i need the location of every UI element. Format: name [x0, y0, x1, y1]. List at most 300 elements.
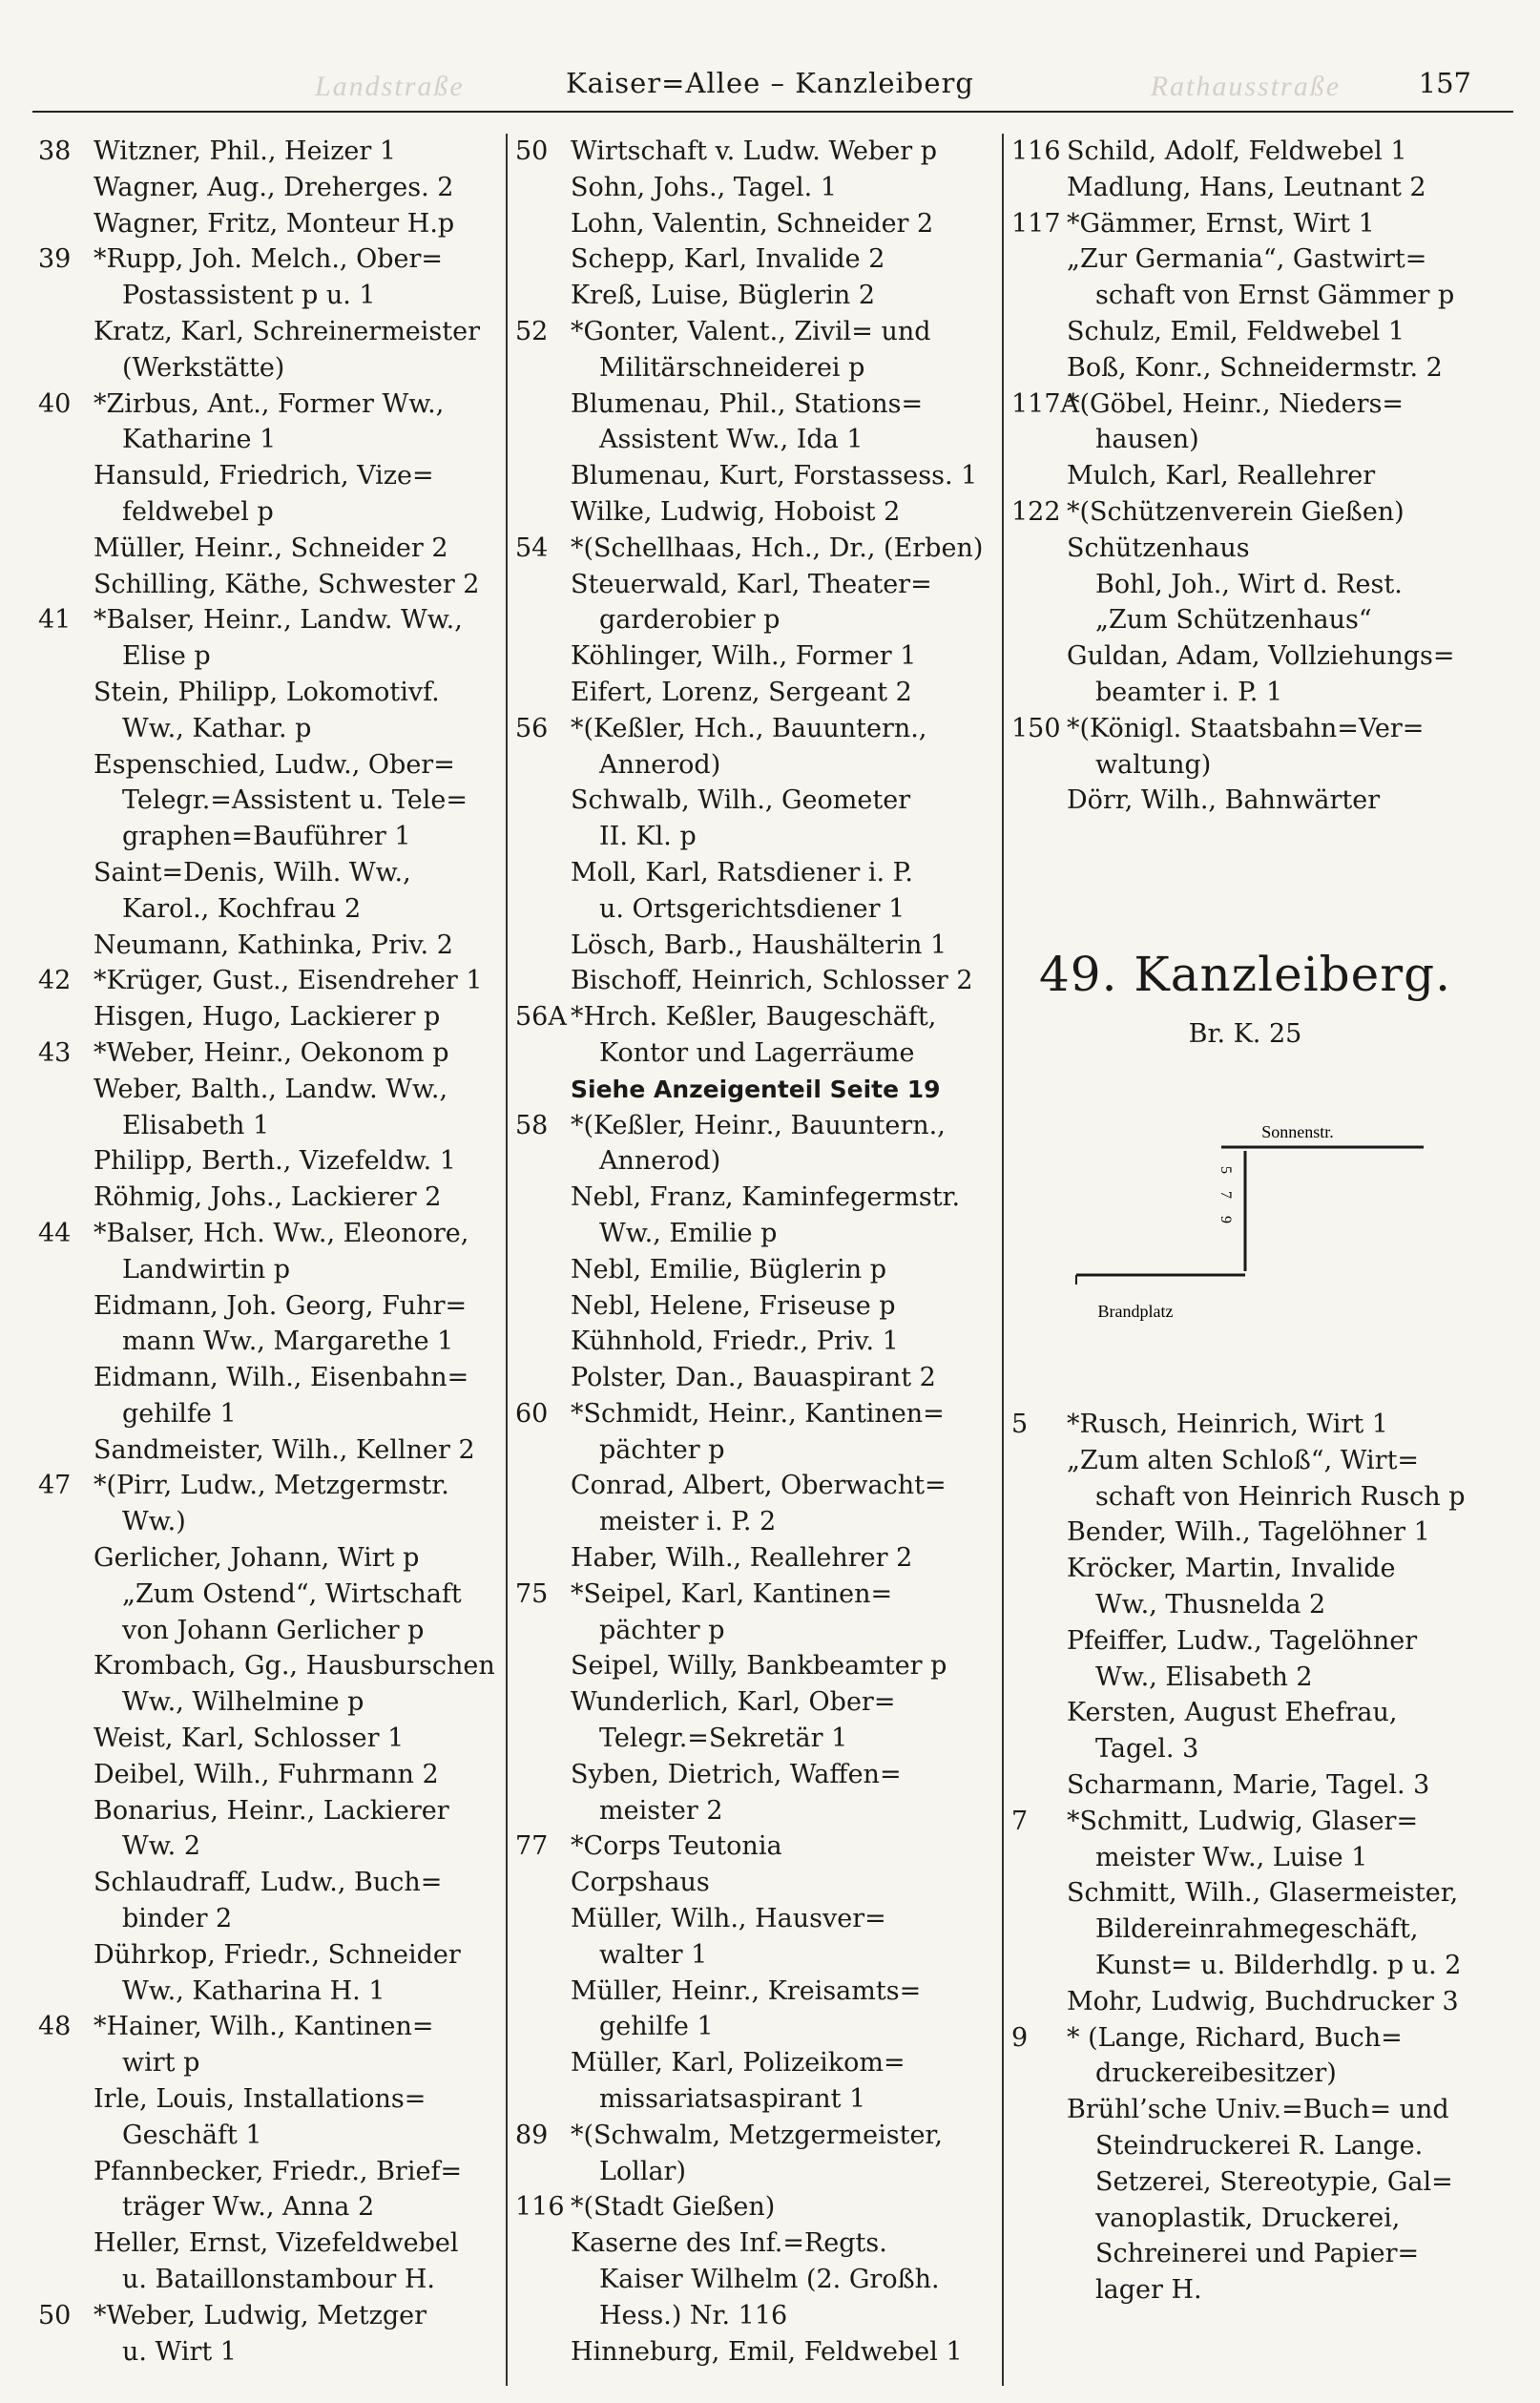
directory-entry-line	[1011, 711, 1479, 747]
directory-entry-line	[38, 170, 498, 206]
entry-text: Ww.)	[122, 1507, 186, 1537]
directory-entry-line	[515, 675, 994, 711]
entry-text: Ww., Wilhelmine p	[122, 1687, 364, 1718]
entry-text: pächter p	[599, 1434, 725, 1465]
entry-text: Wagner, Fritz, Monteur H.p	[94, 208, 455, 239]
directory-entry-line	[515, 783, 994, 819]
directory-entry-line	[38, 638, 498, 675]
directory-entry-line	[38, 1252, 498, 1288]
directory-entry-line	[515, 2045, 994, 2081]
entry-text: druckereibesitzer)	[1095, 2058, 1337, 2089]
directory-entry-line	[1011, 1695, 1479, 1731]
entry-text: *(Keßler, Heinr., Bauuntern.,	[571, 1110, 946, 1140]
entry-text: Lösch, Barb., Haushälterin 1	[571, 930, 947, 960]
entry-text: meister 2	[599, 1795, 723, 1826]
directory-entry-line	[515, 1288, 994, 1325]
directory-entry-line	[38, 1865, 498, 1901]
entry-text: Geschäft 1	[122, 2120, 262, 2150]
entry-text: Conrad, Albert, Oberwacht=	[571, 1471, 947, 1501]
directory-entry-line	[38, 928, 498, 964]
entry-text: Sohn, Johs., Tagel. 1	[571, 172, 838, 202]
entry-text: u. Ortsgerichtsdiener 1	[599, 893, 905, 924]
house-number: 47	[38, 1471, 72, 1501]
map-top-label: Sonnenstr.	[1261, 1122, 1334, 1141]
entry-text: *(Göbel, Heinr., Nieders=	[1067, 388, 1405, 419]
directory-entry-line	[38, 2225, 498, 2262]
directory-entry-line	[38, 134, 498, 170]
directory-entry-line	[1011, 206, 1479, 242]
directory-entry-line	[515, 747, 994, 784]
directory-entry-line	[515, 1252, 994, 1288]
entry-text: Kersten, August Ehefrau,	[1067, 1698, 1398, 1728]
entry-text: Ww. 2	[122, 1831, 201, 1862]
directory-entry-line	[515, 1974, 994, 2010]
directory-entry-line	[1011, 1587, 1479, 1623]
entry-text: von Johann Gerlicher p	[122, 1615, 425, 1645]
entry-text: Schreinerei und Papier=	[1095, 2239, 1420, 2269]
entry-text: „Zum Ostend“, Wirtschaft	[122, 1578, 462, 1609]
directory-entry-line	[515, 2118, 994, 2154]
entry-text: Kühnhold, Friedr., Priv. 1	[571, 1327, 899, 1357]
directory-entry-line	[38, 1793, 498, 1829]
entry-text: Gerlicher, Johann, Wirt p	[94, 1543, 420, 1574]
page-header	[0, 61, 1540, 111]
directory-entry-line	[38, 1216, 498, 1252]
entry-text: Kratz, Karl, Schreinermeister	[94, 316, 480, 346]
entry-text: *Weber, Heinr., Oekonom p	[94, 1037, 449, 1068]
directory-entry-line	[38, 2189, 498, 2225]
entry-text: *Seipel, Karl, Kantinen=	[571, 1578, 893, 1609]
directory-entry-line	[515, 567, 994, 603]
directory-entry-line	[515, 999, 994, 1035]
directory-entry-line	[1011, 2056, 1479, 2092]
street-subheading: Br. K. 25	[1188, 1019, 1302, 1049]
entry-text: *Weber, Ludwig, Metzger	[94, 2300, 427, 2330]
entry-text: Schilling, Käthe, Schwester 2	[94, 569, 480, 599]
entry-text: Philipp, Berth., Vizefeldw. 1	[94, 1146, 456, 1177]
entry-text: Guldan, Adam, Vollziehungs=	[1067, 641, 1455, 672]
directory-entry-line	[38, 1901, 498, 1937]
entry-text: Bohl, Joh., Wirt d. Rest.	[1095, 569, 1403, 599]
entry-text: mann Ww., Margarethe 1	[122, 1327, 454, 1357]
entry-text: Hisgen, Hugo, Lackierer p	[94, 1002, 441, 1033]
directory-entry-line	[38, 206, 498, 242]
entry-text: lager H.	[1095, 2275, 1202, 2306]
directory-entry-line	[38, 1180, 498, 1216]
entry-text: Ww., Emilie p	[599, 1218, 778, 1248]
house-number: 43	[38, 1037, 72, 1068]
entry-text: *Rupp, Joh. Melch., Ober=	[94, 244, 444, 275]
house-number: 9	[1011, 2022, 1029, 2053]
entry-text: Kröcker, Martin, Invalide	[1067, 1554, 1396, 1584]
directory-entry-line	[515, 422, 994, 458]
directory-entry-line	[1011, 783, 1479, 819]
entry-text: walter 1	[599, 1939, 708, 1970]
directory-entry-line	[38, 314, 498, 350]
entry-text: wirt p	[122, 2048, 200, 2079]
entry-text: Dörr, Wilh., Bahnwärter	[1067, 785, 1381, 816]
directory-entry-line	[515, 1504, 994, 1540]
directory-entry-line	[38, 675, 498, 711]
directory-entry-line	[515, 2298, 994, 2334]
directory-entry-line	[38, 1937, 498, 1974]
directory-entry-line	[515, 928, 994, 964]
directory-entry-line	[38, 891, 498, 928]
directory-entry-line	[515, 2081, 994, 2118]
entry-text: Pfeiffer, Ludw., Tagelöhner	[1067, 1625, 1418, 1656]
entry-text: Moll, Karl, Ratsdiener i. P.	[571, 857, 913, 888]
entry-text: *Zirbus, Ant., Former Ww.,	[94, 388, 445, 419]
entry-text: u. Bataillonstambour H.	[122, 2265, 435, 2295]
entry-text: Heller, Ernst, Vizefeldwebel	[94, 2228, 459, 2259]
directory-entry-line	[38, 1540, 498, 1577]
entry-text: Espenschied, Ludw., Ober=	[94, 749, 455, 780]
column-3	[1011, 134, 1479, 819]
house-number: 116	[515, 2192, 565, 2223]
directory-entry-line	[515, 1432, 994, 1469]
house-number: 56	[515, 713, 549, 743]
directory-entry-line	[38, 1324, 498, 1360]
entry-text: Kreß, Luise, Büglerin 2	[571, 281, 876, 311]
entry-text: Schepp, Karl, Invalide 2	[571, 244, 885, 275]
directory-entry-line	[515, 819, 994, 855]
directory-entry-line	[38, 2334, 498, 2371]
directory-entry-line	[38, 2081, 498, 2118]
directory-entry-line	[1011, 1912, 1479, 1948]
entry-text: Köhlinger, Wilh., Former 1	[571, 641, 917, 672]
house-number: 5	[1011, 1410, 1029, 1439]
page-title: Kaiser=Allee – Kanzleiberg	[566, 67, 974, 99]
street-heading: 49. Kanzleiberg.	[1038, 947, 1452, 1002]
directory-entry-line	[1011, 1731, 1479, 1767]
entry-text: Wirtschaft v. Ludw. Weber p	[571, 136, 938, 166]
directory-entry-line	[515, 1216, 994, 1252]
entry-text: Seipel, Willy, Bankbeamter p	[571, 1651, 947, 1682]
entry-text: *Hainer, Wilh., Kantinen=	[94, 2012, 434, 2042]
house-number: 150	[1011, 713, 1061, 743]
directory-entry-line	[1011, 314, 1479, 350]
directory-entry-line	[38, 1072, 498, 1108]
directory-entry-line	[38, 1613, 498, 1649]
entry-text: Krombach, Gg., Hausburschen	[94, 1651, 495, 1682]
directory-entry-line	[38, 855, 498, 891]
entry-text: Haber, Wilh., Reallehrer 2	[571, 1543, 913, 1574]
directory-entry-line	[38, 2118, 498, 2154]
entry-text: Brühl’sche Univ.=Buch= und	[1067, 2095, 1449, 2125]
directory-entry-line	[1011, 2164, 1479, 2201]
entry-text: Eifert, Lorenz, Sergeant 2	[571, 677, 912, 707]
house-number: 117	[1011, 208, 1061, 239]
entry-text: Müller, Wilh., Hausver=	[571, 1904, 886, 1934]
entry-text: binder 2	[122, 1904, 233, 1934]
house-number: 122	[1011, 496, 1061, 527]
directory-entry-line	[515, 1828, 994, 1865]
entry-text: Landwirtin p	[122, 1254, 291, 1285]
entry-text: Deibel, Wilh., Fuhrmann 2	[94, 1759, 439, 1789]
entry-text: meister i. P. 2	[599, 1507, 777, 1537]
entry-text: Steuerwald, Karl, Theater=	[571, 569, 932, 599]
directory-entry-line	[515, 1937, 994, 1974]
directory-entry-line	[515, 350, 994, 387]
entry-text: Eidmann, Wilh., Eisenbahn=	[94, 1363, 469, 1393]
directory-entry-line	[1011, 1948, 1479, 1984]
entry-text: Blumenau, Kurt, Forstassess. 1	[571, 461, 978, 491]
directory-entry-line	[1011, 2092, 1479, 2128]
directory-entry-line	[1011, 2272, 1479, 2309]
entry-text: Kaserne des Inf.=Regts.	[571, 2228, 887, 2259]
house-number: 60	[515, 1398, 549, 1429]
directory-entry-line	[38, 387, 498, 423]
directory-entry-line	[38, 1648, 498, 1684]
entry-text: *(Königl. Staatsbahn=Ver=	[1067, 713, 1425, 743]
entry-text: meister Ww., Luise 1	[1095, 1842, 1368, 1872]
house-number: 40	[38, 388, 72, 419]
entry-text: *Schmidt, Heinr., Kantinen=	[571, 1398, 945, 1429]
directory-entry-line	[515, 2334, 994, 2371]
entry-text: Müller, Heinr., Schneider 2	[94, 533, 448, 563]
house-number: 117A	[1011, 388, 1080, 419]
directory-entry-line	[515, 1901, 994, 1937]
directory-entry-line	[38, 1035, 498, 1072]
page-number: 157	[1418, 67, 1471, 99]
directory-entry-line	[38, 2262, 498, 2298]
directory-entry-line	[38, 2045, 498, 2081]
directory-entry-line	[515, 2189, 994, 2225]
directory-entry-line	[38, 1577, 498, 1613]
directory-entry-line	[1011, 2020, 1479, 2057]
directory-entry-line	[38, 963, 498, 999]
entry-text: schaft von Heinrich Rusch p	[1095, 1481, 1466, 1512]
entry-text: Elise p	[122, 641, 211, 672]
entry-text: „Zur Germania“, Gastwirt=	[1067, 244, 1427, 275]
entry-text: *Balser, Hch. Ww., Eleonore,	[94, 1218, 469, 1248]
directory-entry-line	[515, 1648, 994, 1684]
entry-text: Ww., Katharina H. 1	[122, 1975, 385, 2006]
header-rule	[32, 111, 1513, 113]
entry-text: Wilke, Ludwig, Hoboist 2	[571, 496, 901, 527]
directory-entry-line	[515, 2154, 994, 2190]
directory-entry-line	[1011, 278, 1479, 314]
directory-entry-line	[38, 531, 498, 567]
directory-entry-line	[515, 531, 994, 567]
directory-entry-line	[515, 206, 994, 242]
directory-entry-line	[515, 1180, 994, 1216]
entry-text: Scharmann, Marie, Tagel. 3	[1067, 1769, 1430, 1800]
house-number: 41	[38, 605, 72, 636]
entry-text: Sandmeister, Wilh., Kellner 2	[94, 1434, 475, 1465]
entry-text: Postassistent p u. 1	[122, 281, 376, 311]
entry-text: Nebl, Emilie, Büglerin p	[571, 1254, 886, 1285]
directory-entry-line	[38, 1504, 498, 1540]
entry-text: *(Stadt Gießen)	[571, 2192, 776, 2223]
house-number: 39	[38, 244, 72, 275]
directory-entry-line	[515, 1865, 994, 1901]
entry-text: Steindruckerei R. Lange.	[1095, 2130, 1424, 2161]
directory-entry-line	[515, 2225, 994, 2262]
entry-text: Karol., Kochfrau 2	[122, 893, 362, 924]
entry-text: missariatsaspirant 1	[599, 2084, 866, 2115]
directory-entry-line	[38, 783, 498, 819]
entry-text: Müller, Heinr., Kreisamts=	[571, 1975, 922, 2006]
directory-entry-line	[1011, 1479, 1479, 1515]
directory-entry-line	[515, 1613, 994, 1649]
entry-text: waltung)	[1095, 749, 1212, 780]
directory-entry-line	[1011, 602, 1479, 638]
directory-entry-line	[515, 638, 994, 675]
directory-entry-line	[38, 422, 498, 458]
entry-text: *Corps Teutonia	[571, 1831, 782, 1862]
column-divider-2	[1002, 134, 1004, 2386]
entry-text: beamter i. P. 1	[1095, 677, 1283, 707]
directory-entry-line	[1011, 422, 1479, 458]
house-number: 38	[38, 136, 72, 166]
directory-entry-line	[515, 1793, 994, 1829]
directory-entry-line	[38, 1468, 498, 1504]
entry-text: * (Lange, Richard, Buch=	[1067, 2022, 1403, 2053]
directory-entry-line	[515, 1540, 994, 1577]
directory-entry-line	[38, 1721, 498, 1757]
entry-text: Telegr.=Assistent u. Tele=	[122, 785, 468, 816]
directory-entry-line	[1011, 241, 1479, 278]
entry-text: Kaiser Wilhelm (2. Großh.	[599, 2265, 940, 2295]
directory-entry-line	[1011, 1984, 1479, 2020]
entry-text: Eidmann, Joh. Georg, Fuhr=	[94, 1290, 468, 1321]
directory-entry-line	[1011, 1804, 1479, 1840]
directory-entry-line	[515, 134, 994, 170]
directory-entry-line	[1011, 2236, 1479, 2272]
house-number: 75	[515, 1578, 549, 1609]
entry-text: *(Schellhaas, Hch., Dr., (Erben)	[571, 533, 984, 563]
directory-entry-line	[515, 963, 994, 999]
entry-text: *Balser, Heinr., Landw. Ww.,	[94, 605, 463, 636]
directory-entry-line	[1011, 1443, 1479, 1479]
directory-entry-line	[38, 1432, 498, 1469]
entry-text: Annerod)	[599, 1146, 721, 1177]
entry-text: Syben, Dietrich, Waffen=	[571, 1759, 902, 1789]
directory-entry-line	[515, 387, 994, 423]
directory-entry-line	[1011, 350, 1479, 387]
entry-text: Pfannbecker, Friedr., Brief=	[94, 2156, 463, 2186]
entry-text: „Zum alten Schloß“, Wirt=	[1067, 1445, 1420, 1475]
directory-entry-line	[38, 2298, 498, 2334]
directory-entry-line	[38, 819, 498, 855]
directory-entry-line	[515, 1035, 994, 1072]
advertisement-note: Siehe Anzeigenteil Seite 19	[571, 1075, 941, 1103]
directory-entry-line	[515, 2009, 994, 2045]
directory-entry-line	[515, 1143, 994, 1180]
directory-entry-line	[515, 891, 994, 928]
entry-text: Kontor und Lagerräume	[599, 1037, 915, 1068]
entry-text: II. Kl. p	[599, 822, 697, 852]
directory-entry-line	[38, 1757, 498, 1793]
directory-entry-line	[1011, 494, 1479, 531]
entry-text: *Gonter, Valent., Zivil= und	[571, 316, 931, 346]
entry-text: Röhmig, Johs., Lackierer 2	[94, 1182, 442, 1213]
directory-entry-line	[38, 1108, 498, 1144]
entry-text: Madlung, Hans, Leutnant 2	[1067, 172, 1426, 202]
directory-entry-line	[515, 1396, 994, 1432]
house-number: 44	[38, 1218, 72, 1248]
directory-entry-line	[1011, 1840, 1479, 1876]
entry-text: garderobier p	[599, 605, 780, 636]
entry-text: graphen=Bauführer 1	[122, 822, 411, 852]
entry-text: Witzner, Phil., Heizer 1	[94, 136, 397, 166]
directory-entry-line	[1011, 638, 1479, 675]
entry-text: Telegr.=Sekretär 1	[599, 1724, 848, 1754]
entry-text: *(Schützenverein Gießen)	[1067, 496, 1405, 527]
entry-text: Corpshaus	[571, 1868, 710, 1898]
entry-text: Mohr, Ludwig, Buchdrucker 3	[1067, 1986, 1459, 2016]
directory-entry-line	[1011, 2128, 1479, 2164]
directory-entry-line	[1011, 170, 1479, 206]
directory-entry-line	[38, 1288, 498, 1325]
street-map	[1069, 1117, 1441, 1355]
entry-text: gehilfe 1	[122, 1398, 237, 1429]
entry-text: Müller, Karl, Polizeikom=	[571, 2048, 905, 2079]
directory-entry-line	[38, 1974, 498, 2010]
entry-text: *(Keßler, Hch., Bauuntern.,	[571, 713, 927, 743]
entry-text: pächter p	[599, 1615, 725, 1645]
entry-text: Katharine 1	[122, 425, 277, 455]
house-number: 50	[38, 2300, 72, 2330]
entry-text: träger Ww., Anna 2	[122, 2192, 375, 2223]
entry-text: Schützenhaus	[1067, 533, 1250, 563]
directory-entry-line	[38, 458, 498, 494]
house-number: 116	[1011, 136, 1061, 166]
entry-text: Bischoff, Heinrich, Schlosser 2	[571, 966, 973, 996]
entry-text: Wagner, Aug., Dreherges. 2	[94, 172, 454, 202]
entry-text: Nebl, Franz, Kaminfegermstr.	[571, 1182, 961, 1213]
entry-text: Elisabeth 1	[122, 1110, 270, 1140]
directory-entry-line	[1011, 747, 1479, 784]
entry-text: Stein, Philipp, Lokomotivf.	[94, 677, 440, 707]
map-number-7: 7	[1217, 1191, 1234, 1199]
directory-entry-line	[515, 1108, 994, 1144]
bleed-right: Rathausstraße	[1150, 71, 1342, 102]
entry-text: Kunst= u. Bilderhdlg. p u. 2	[1095, 1950, 1462, 1980]
column-3-lower	[1011, 1407, 1479, 2309]
directory-entry-line	[515, 278, 994, 314]
directory-entry-line	[515, 241, 994, 278]
entry-text: Tagel. 3	[1095, 1734, 1199, 1765]
directory-entry-line	[515, 1324, 994, 1360]
entry-text: Nebl, Helene, Friseuse p	[571, 1290, 896, 1321]
map-bottom-label: Brandplatz	[1097, 1302, 1174, 1321]
directory-entry-line	[38, 1828, 498, 1865]
directory-entry-line	[1011, 2201, 1479, 2237]
directory-entry-line	[515, 1721, 994, 1757]
map-number-9: 9	[1217, 1216, 1234, 1223]
entry-text: Ww., Thusnelda 2	[1095, 1589, 1326, 1619]
directory-entry-line	[515, 1757, 994, 1793]
entry-text: *Hrch. Keßler, Baugeschäft,	[571, 1002, 937, 1033]
directory-entry-line	[38, 278, 498, 314]
directory-entry-line	[38, 241, 498, 278]
entry-text: *(Schwalm, Metzgermeister,	[571, 2120, 943, 2150]
directory-entry-line	[1011, 1407, 1479, 1443]
entry-text: *Gämmer, Ernst, Wirt 1	[1067, 208, 1375, 239]
entry-text: Saint=Denis, Wilh. Ww.,	[94, 857, 411, 888]
directory-entry-line	[515, 1360, 994, 1396]
directory-entry-line	[38, 350, 498, 387]
directory-entry-line	[515, 711, 994, 747]
house-number: 52	[515, 316, 549, 346]
entry-text: schaft von Ernst Gämmer p	[1095, 281, 1455, 311]
entry-text: Blumenau, Phil., Stations=	[571, 388, 924, 419]
entry-text: Militärschneiderei p	[599, 352, 865, 383]
directory-entry-line	[515, 602, 994, 638]
column-1	[38, 134, 498, 2370]
